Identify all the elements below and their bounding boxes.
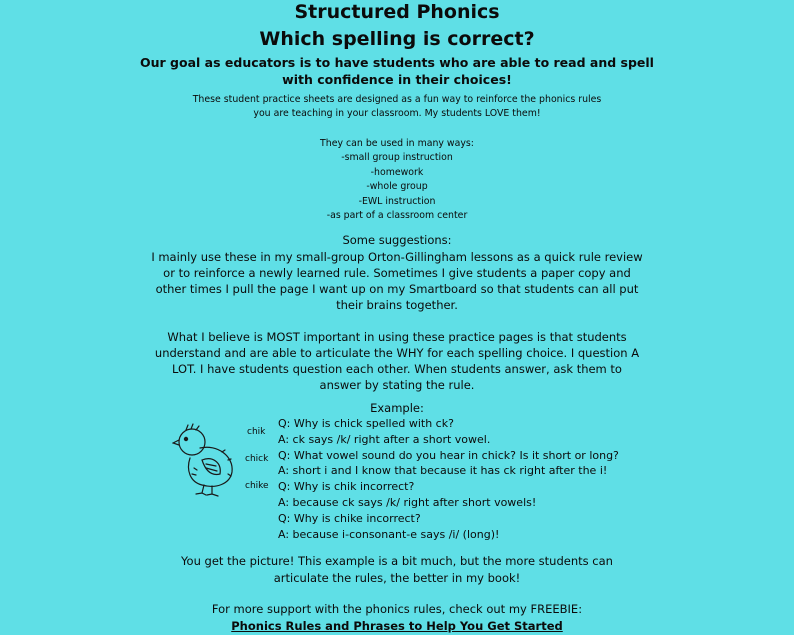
support-line: For more support with the phonics rules, check out my FREEBIE:	[211, 602, 583, 616]
qa-line: Q: Why is chike incorrect?	[278, 511, 421, 525]
closing-line-2: articulate the rules, the better in my book!	[273, 571, 521, 585]
suggestions-line: other times I pull the page I want up on my Smartboard so that students can all put	[155, 282, 639, 296]
important-line: understand and are able to articulate the WHY for each spelling choice. I question A	[154, 346, 640, 360]
important-line: What I believe is MOST important in using these practice pages is that students	[167, 330, 627, 344]
description-line-1: These student practice sheets are designed as a fun way to reinforce the phonics rules	[192, 94, 602, 105]
page-title: Structured Phonics	[294, 1, 500, 23]
spelling-option-chik: chik	[247, 427, 266, 437]
freebie-link[interactable]: Phonics Rules and Phrases to Help You Get Started	[231, 619, 563, 633]
chick-illustration	[172, 422, 238, 498]
uses-item: -whole group	[366, 181, 428, 192]
uses-item: -small group instruction	[341, 152, 453, 163]
goal-line-1: Our goal as educators is to have students who are able to read and spell	[140, 55, 654, 70]
suggestions-line: or to reinforce a newly learned rule. Sometimes I give students a paper copy and	[163, 266, 631, 280]
important-line: answer by stating the rule.	[319, 378, 475, 392]
qa-line: Q: Why is chik incorrect?	[278, 480, 415, 494]
qa-line: A: short i and I know that because it has ck right after the i!	[278, 464, 608, 478]
suggestions-heading: Some suggestions:	[342, 233, 452, 247]
page-subtitle: Which spelling is correct?	[259, 28, 535, 50]
qa-line: A: because i-consonant-e says /i/ (long)!	[278, 527, 500, 541]
uses-item: -homework	[370, 167, 424, 178]
qa-line: A: ck says /k/ right after a short vowel.	[278, 432, 491, 446]
example-heading: Example:	[370, 401, 424, 415]
uses-item: -EWL instruction	[358, 196, 436, 207]
suggestions-line: their brains together.	[336, 298, 458, 312]
qa-line: Q: Why is chick spelled with ck?	[278, 417, 454, 430]
spelling-option-chick: chick	[245, 454, 269, 464]
qa-line: Q: What vowel sound do you hear in chick? Is it short or long?	[278, 448, 619, 462]
example-qa-list	[278, 416, 619, 542]
important-line: LOT. I have students question each other. When students answer, ask them to	[172, 362, 622, 376]
closing-line-1: You get the picture! This example is a bit much, but the more students can	[181, 554, 613, 568]
uses-item: -as part of a classroom center	[326, 210, 468, 221]
suggestions-line: I mainly use these in my small-group Orton-Gillingham lessons as a quick rule review	[151, 250, 643, 264]
goal-line-2: with confidence in their choices!	[282, 72, 512, 87]
description-line-2: you are teaching in your classroom. My students LOVE them!	[253, 108, 541, 119]
spelling-option-chike: chike	[245, 481, 269, 491]
uses-heading: They can be used in many ways:	[320, 138, 474, 149]
qa-line: A: because ck says /k/ right after short vowels!	[278, 495, 537, 509]
